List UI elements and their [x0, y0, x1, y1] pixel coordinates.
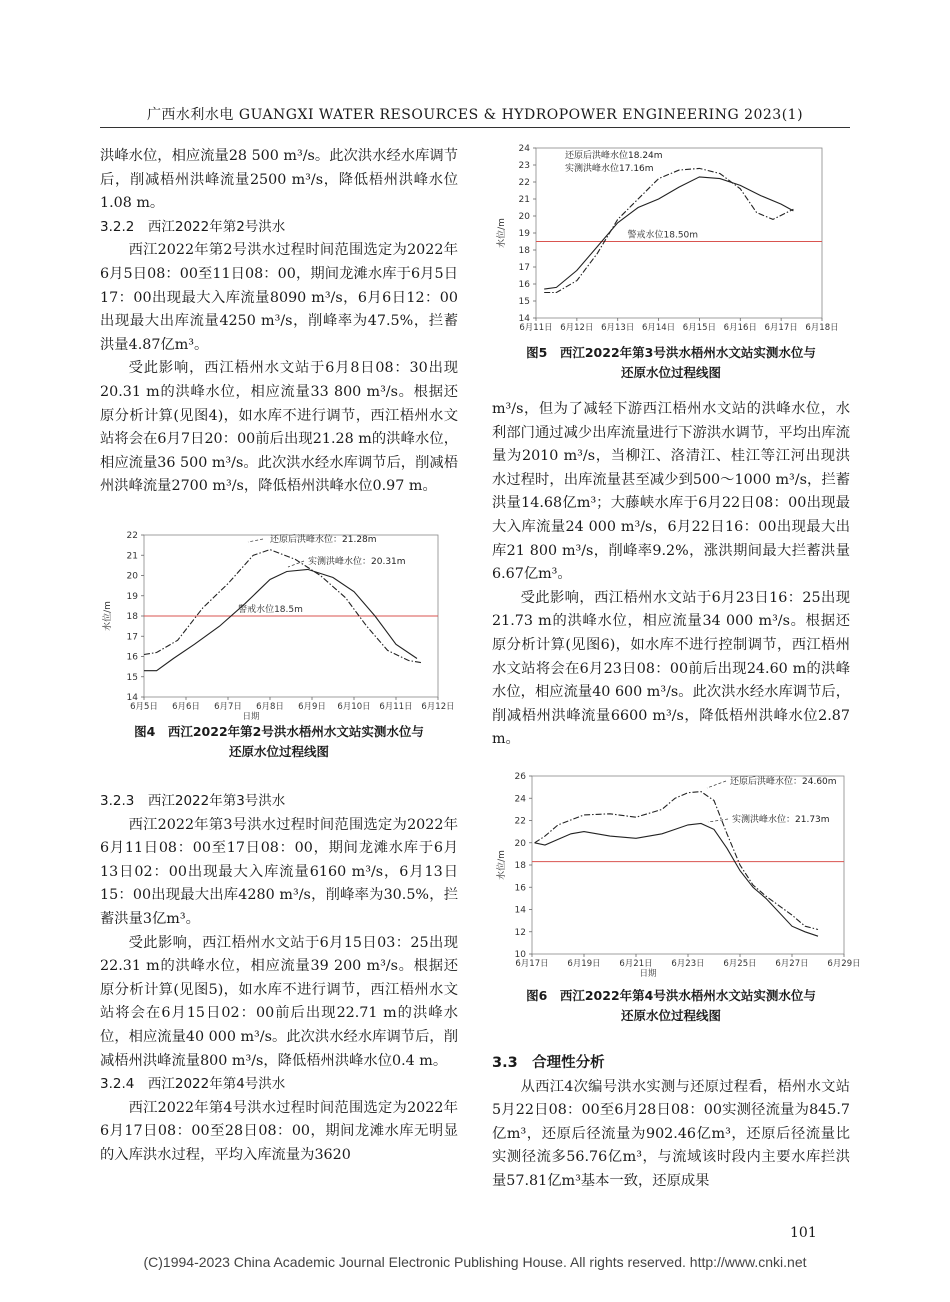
x-tick-label: 6月23日 [671, 959, 705, 969]
right-column-bottom [492, 1052, 850, 1194]
caption-line: 图5 西江2022年第3号洪水梧州水文站实测水位与 [526, 345, 816, 360]
x-tick-label: 6月21日 [619, 959, 653, 969]
measured-level-line [144, 569, 417, 670]
figure-6-caption [492, 986, 850, 1026]
y-axis-label: 水位/m [497, 850, 507, 880]
y-tick-label: 19 [518, 229, 530, 239]
series-annotation: 实测洪峰水位：21.73m [732, 815, 830, 825]
series-annotation: 实测洪峰水位17.16m [565, 164, 654, 174]
y-tick-label: 18 [126, 612, 138, 622]
caption-line: 还原水位过程线图 [228, 744, 329, 759]
y-tick-label: 14 [514, 905, 526, 916]
series-annotation: 实测洪峰水位：20.31m [308, 557, 406, 567]
x-tick-label: 6月29日 [827, 959, 861, 969]
copyright-footer: (C)1994-2023 China Academic Journal Electronic Publishing House. All rights reserved. http://www.cnki.net [143, 1254, 807, 1270]
y-tick-label: 12 [514, 927, 526, 938]
left-column-top [100, 145, 458, 499]
y-tick-label: 26 [514, 772, 526, 782]
x-tick-label: 6月8日 [256, 702, 284, 712]
figure-5-chart [492, 140, 852, 335]
x-tick-label: 6月17日 [764, 323, 798, 333]
figure-6-chart [492, 766, 861, 979]
x-axis-label: 日期 [639, 969, 657, 979]
x-tick-label: 6月27日 [775, 959, 809, 969]
annotation-leader [707, 781, 726, 788]
y-axis-label: 水位/m [103, 601, 113, 631]
y-tick-label: 22 [514, 816, 526, 827]
x-tick-label: 6月11日 [519, 323, 553, 333]
x-tick-label: 6月5日 [130, 702, 158, 712]
x-tick-label: 6月7日 [214, 702, 242, 712]
series-annotation: 还原后洪峰水位：24.60m [730, 777, 837, 787]
annotation-leader [708, 819, 728, 822]
warning-level-label: 警戒水位18.5m [238, 605, 303, 615]
paragraph: 受此影响，西江梧州水文站于6月23日16：25出现21.73 m的洪峰水位，相应流量34 000 m³/s。根据还原分析计算(见图6)，如水库不进行控制调节，西江梧州水文站将会在6月23日08：00前后出现24.60 m的洪峰水位，相应流量40 600 m³/s。此次洪水经水库调节后，削减梧州洪峰流量6600 m³/s，降低梧州洪峰水位2.87 m。 [492, 589, 850, 748]
x-tick-label: 6月9日 [298, 702, 326, 712]
page-number: 101 [790, 1225, 817, 1241]
y-tick-label: 17 [126, 632, 138, 643]
x-tick-label: 6月17日 [515, 959, 549, 969]
y-tick-label: 20 [514, 838, 526, 849]
x-tick-label: 6月18日 [805, 323, 839, 333]
y-tick-label: 15 [518, 297, 530, 307]
caption-line: 图4 西江2022年第2号洪水梧州水文站实测水位与 [134, 724, 424, 739]
x-tick-label: 6月14日 [641, 323, 676, 333]
paragraph: 从西江4次编号洪水实测与还原过程看，梧州水文站5月22日08：00至6月28日08：00实测径流量为845.7亿m³，还原后径流量为902.46亿m³，还原后径流量比实测径流多56.76亿m³，与流域该时段内主要水库拦洪量57.81亿m³基本一致，还原成果 [492, 1078, 850, 1189]
annotation-leader [248, 539, 263, 542]
y-tick-label: 22 [518, 178, 530, 188]
plot-frame [532, 776, 844, 954]
x-tick-label: 6月25日 [723, 959, 757, 969]
y-tick-label: 19 [126, 591, 138, 602]
paragraph: 西江2022年第3号洪水过程时间范围选定为2022年6月11日08：00至17日08：00，期间龙滩水库于6月13日02：00出现最大入库流量6160 m³/s，6月13日15：00出现最大出库4280 m³/s，削峰率为30.5%，拦蓄洪量3亿m³。 [100, 816, 458, 927]
y-tick-label: 15 [126, 672, 138, 683]
paragraph: 受此影响，西江梧州水文站于6月15日03：25出现22.31 m的洪峰水位，相应流量39 200 m³/s。根据还原分析计算(见图5)，如水库不进行调节，西江梧州水文站将会在6月15日02：00前后出现22.71 m的洪峰水位，相应流量40 000 m³/s。此次洪水经水库调节后，削减梧州洪峰流量800 m³/s，降低梧州洪峰水位0.4 m。 [100, 934, 458, 1069]
warning-level-label: 警戒水位18.50m [627, 230, 699, 241]
series-annotation: 还原后洪峰水位：21.28m [270, 535, 377, 545]
header-rule [100, 127, 850, 128]
x-tick-label: 6月12日 [421, 702, 455, 712]
x-tick-label: 6月13日 [601, 323, 635, 333]
x-tick-label: 6月19日 [567, 959, 601, 969]
running-header: 广西水利水电 GUANGXI WATER RESOURCES & HYDROPOWER ENGINEERING 2023(1) [146, 107, 804, 123]
paragraph: 洪峰水位，相应流量28 500 m³/s。此次洪水经水库调节后，削减梧州洪峰流量2500 m³/s，降低梧州洪峰水位1.08 m。 [100, 148, 458, 212]
caption-line: 图6 西江2022年第4号洪水梧州水文站实测水位与 [526, 988, 816, 1003]
figure-4-caption [100, 722, 458, 762]
x-tick-label: 6月10日 [337, 702, 371, 712]
caption-line: 还原水位过程线图 [620, 1008, 721, 1023]
x-tick-label: 6月15日 [682, 323, 717, 333]
y-tick-label: 23 [518, 161, 530, 171]
x-tick-label: 6月6日 [172, 702, 200, 712]
left-column-bottom [100, 790, 458, 1168]
y-tick-label: 24 [518, 144, 530, 154]
x-tick-label: 6月16日 [723, 323, 757, 333]
paragraph: 受此影响，西江梧州水文站于6月8日08：30出现20.31 m的洪峰水位，相应流量33 800 m³/s。根据还原分析计算(见图4)，如水库不进行调节，西江梧州水文站将会在6月7日20：00前后出现21.28 m的洪峰水位，相应流量36 500 m³/s。此次洪水经水库调节后，削减梧州洪峰流量2700 m³/s，降低梧州洪峰水位0.97 m。 [100, 360, 458, 495]
y-tick-label: 22 [126, 531, 138, 541]
y-tick-label: 20 [518, 212, 530, 222]
x-tick-label: 6月12日 [560, 323, 594, 333]
y-tick-label: 16 [518, 280, 530, 290]
y-tick-label: 14 [518, 314, 530, 324]
y-tick-label: 24 [514, 794, 526, 805]
section-heading-3-2-2: 3.2.2 西江2022年第2号洪水 [100, 218, 286, 235]
y-tick-label: 21 [126, 551, 138, 562]
y-tick-label: 21 [518, 195, 530, 205]
y-tick-label: 16 [126, 652, 138, 663]
y-tick-label: 14 [126, 693, 138, 703]
y-tick-label: 18 [514, 861, 526, 871]
paragraph: 西江2022年第2号洪水过程时间范围选定为2022年6月5日08：00至11日08：00，期间龙滩水库于6月5日17：00出现最大入库流量8090 m³/s，6月6日12：00出现最大出库流量4250 m³/s，削峰率为47.5%，拦蓄洪量4.87亿m³。 [100, 242, 458, 353]
paragraph: 西江2022年第4号洪水过程时间范围选定为2022年6月17日08：00至28日08：00，期间龙滩水库无明显的入库洪水过程，平均入库流量为3620 [100, 1099, 458, 1163]
right-column-middle [492, 398, 850, 752]
paragraph: m³/s，但为了减轻下游西江梧州水文站的洪峰水位，水利部门通过减少出库流量进行下游洪水调节，平均出库流量为2010 m³/s，当柳江、洛清江、桂江等江河出现洪水过程时，出库流量甚至减少到500～1000 m³/s，拦蓄洪量14.68亿m³；大藤峡水库于6月22日08：00出现最大入库流量24 000 m³/s，6月22日16：00出现最大出库21 800 m³/s，削峰率9.2%，涨洪期间最大拦蓄洪量6.67亿m³。 [492, 401, 850, 583]
x-axis-label: 日期 [242, 712, 260, 722]
y-axis-label: 水位/m [497, 218, 507, 248]
figure-4-chart [98, 525, 455, 722]
y-tick-label: 17 [518, 263, 530, 273]
section-heading-3-3: 3.3 合理性分析 [492, 1055, 605, 1071]
y-tick-label: 20 [126, 571, 138, 582]
y-tick-label: 10 [514, 950, 526, 960]
figure-5-caption [492, 343, 850, 383]
section-heading-3-2-3: 3.2.3 西江2022年第3号洪水 [100, 793, 286, 809]
x-tick-label: 6月11日 [379, 702, 413, 712]
caption-line: 还原水位过程线图 [620, 365, 721, 380]
y-tick-label: 18 [518, 246, 530, 256]
section-heading-3-2-4: 3.2.4 西江2022年第4号洪水 [100, 1076, 286, 1093]
y-tick-label: 16 [514, 883, 526, 894]
series-annotation: 还原后洪峰水位18.24m [565, 151, 663, 161]
measured-level-line [535, 824, 818, 937]
